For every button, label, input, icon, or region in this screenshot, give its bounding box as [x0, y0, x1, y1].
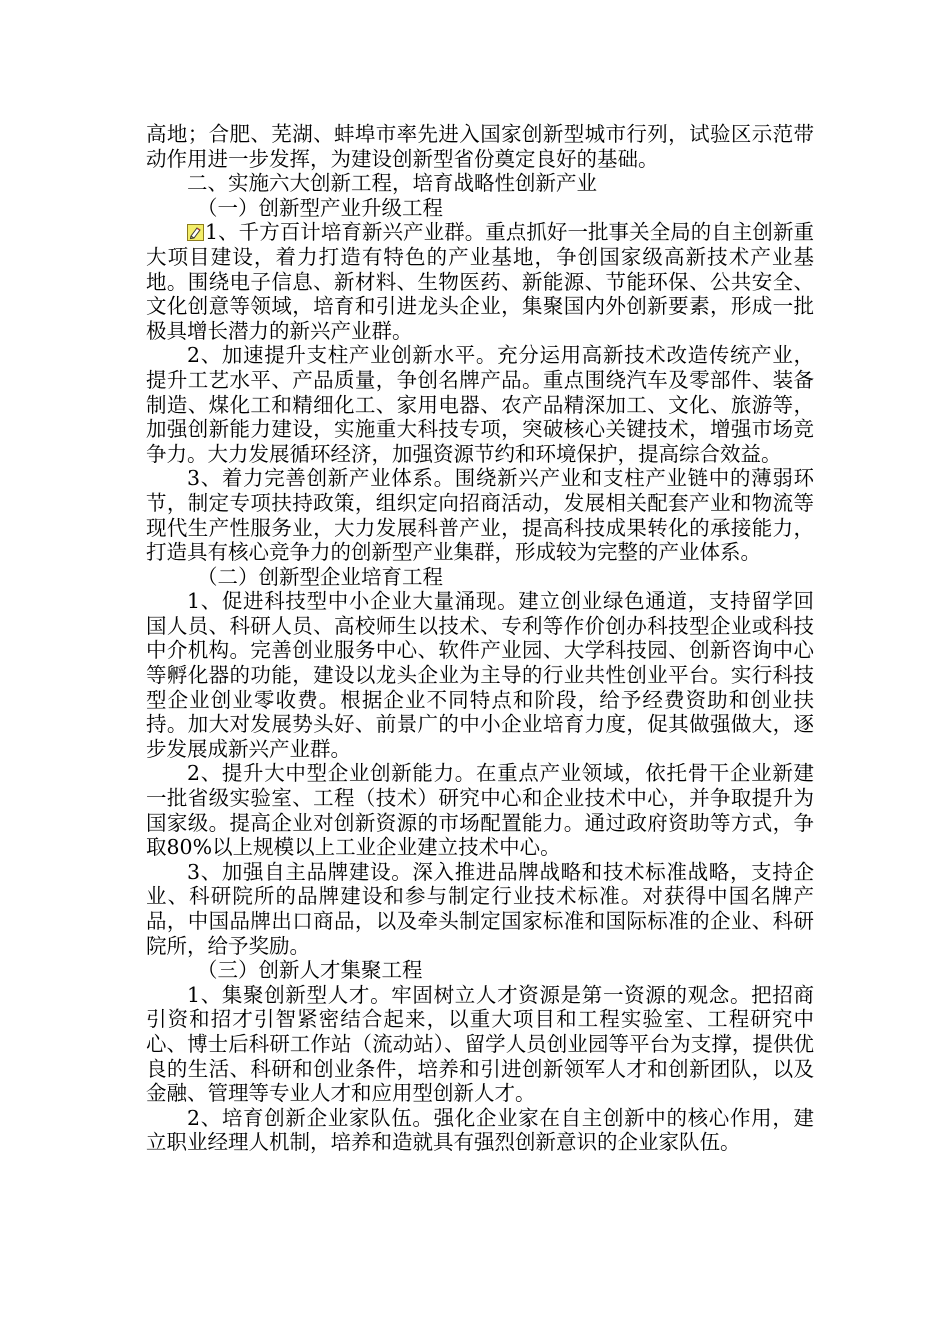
subsection-heading-two: （二）创新型企业培育工程	[197, 564, 443, 589]
paragraph-text: 1、千方百计培育新兴产业群。重点抓好一批事关全局的自主创新重大项目建设，着力打造有特色的产业基地，争创国家级高新技术产业基地。围绕电子信息、新材料、生物医药、新能源、节能环保、公共安全、文化创意等领域，培育和引进龙头企业，集聚国内外创新要素，形成一批极具增长潜力的新兴产业群。	[146, 220, 814, 343]
paragraph-entrepreneur: 2、培育创新企业家队伍。强化企业家在自主创新中的核心作用，建立职业经理人机制，培养和造就具有强烈创新意识的企业家队伍。	[146, 1105, 814, 1155]
subsection-heading-three: （三）创新人才集聚工程	[197, 958, 423, 983]
paragraph-sme: 1、促进科技型中小企业大量涌现。建立创业绿色通道，支持留学回国人员、科研人员、高校师生以技术、专利等作价创办科技型企业或科技中介机构。完善创业服务中心、软件产业园、大学科技园、创新咨询中心等孵化器的功能，建设以龙头企业为主导的行业共性创业平台。实行科技型企业创业零收费。根据企业不同特点和阶段，给予经费资助和创业扶持。加大对发展势头好、前景广的中小企业培育力度，促其做强做大，逐步发展成新兴产业群。	[146, 589, 814, 761]
paragraph-talent: 1、集聚创新型人才。牢固树立人才资源是第一资源的观念。把招商引资和招才引智紧密结合起来，以重大项目和工程实验室、工程研究中心、博士后科研工作站（流动站）、留学人员创业园等平台为支撑，提供优良的生活、科研和创业条件，培养和引进创新领军人才和创新团队，以及金融、管理等专业人才和应用型创新人才。	[146, 982, 814, 1106]
paragraph-pillar-industry: 2、加速提升支柱产业创新水平。充分运用高新技术改造传统产业，提升工艺水平、产品质量，争创名牌产品。重点围绕汽车及零部件、装备制造、煤化工和精细化工、家用电器、农产品精深加工、文化、旅游等，加强创新能力建设，实施重大科技专项，突破核心关键技术，增强市场竞争力。大力发展循环经济，加强资源节约和环境保护，提高综合效益。	[146, 343, 814, 466]
subsection-heading-one: （一）创新型产业升级工程	[197, 195, 443, 220]
section-heading-two: 二、实施六大创新工程，培育战略性创新产业	[187, 171, 597, 196]
comment-note-icon[interactable]	[187, 222, 204, 239]
paragraph-new-industry	[146, 220, 814, 343]
document-page	[146, 122, 814, 1155]
paragraph-large-enterprise: 2、提升大中型企业创新能力。在重点产业领域，依托骨干企业新建一批省级实验室、工程（技术）研究中心和企业技术中心，并争取提升为国家级。提高企业对创新资源的市场配置能力。通过政府资助等方式，争取80%以上规模以上工业企业建立技术中心。	[146, 761, 814, 860]
paragraph-brand: 3、加强自主品牌建设。深入推进品牌战略和技术标准战略，支持企业、科研院所的品牌建设和参与制定行业技术标准。对获得中国名牌产品，中国品牌出口商品，以及牵头制定国家标准和国际标准的企业、科研院所，给予奖励。	[146, 859, 814, 958]
paragraph-industry-system: 3、着力完善创新产业体系。围绕新兴产业和支柱产业链中的薄弱环节，制定专项扶持政策，组织定向招商活动，发展相关配套产业和物流等现代生产性服务业，大力发展科普产业，提高科技成果转化的承接能力，打造具有核心竞争力的创新型产业集群，形成较为完整的产业体系。	[146, 466, 814, 565]
paragraph-continuation: 高地；合肥、芜湖、蚌埠市率先进入国家创新型城市行列，试验区示范带动作用进一步发挥，为建设创新型省份奠定良好的基础。	[146, 122, 814, 171]
